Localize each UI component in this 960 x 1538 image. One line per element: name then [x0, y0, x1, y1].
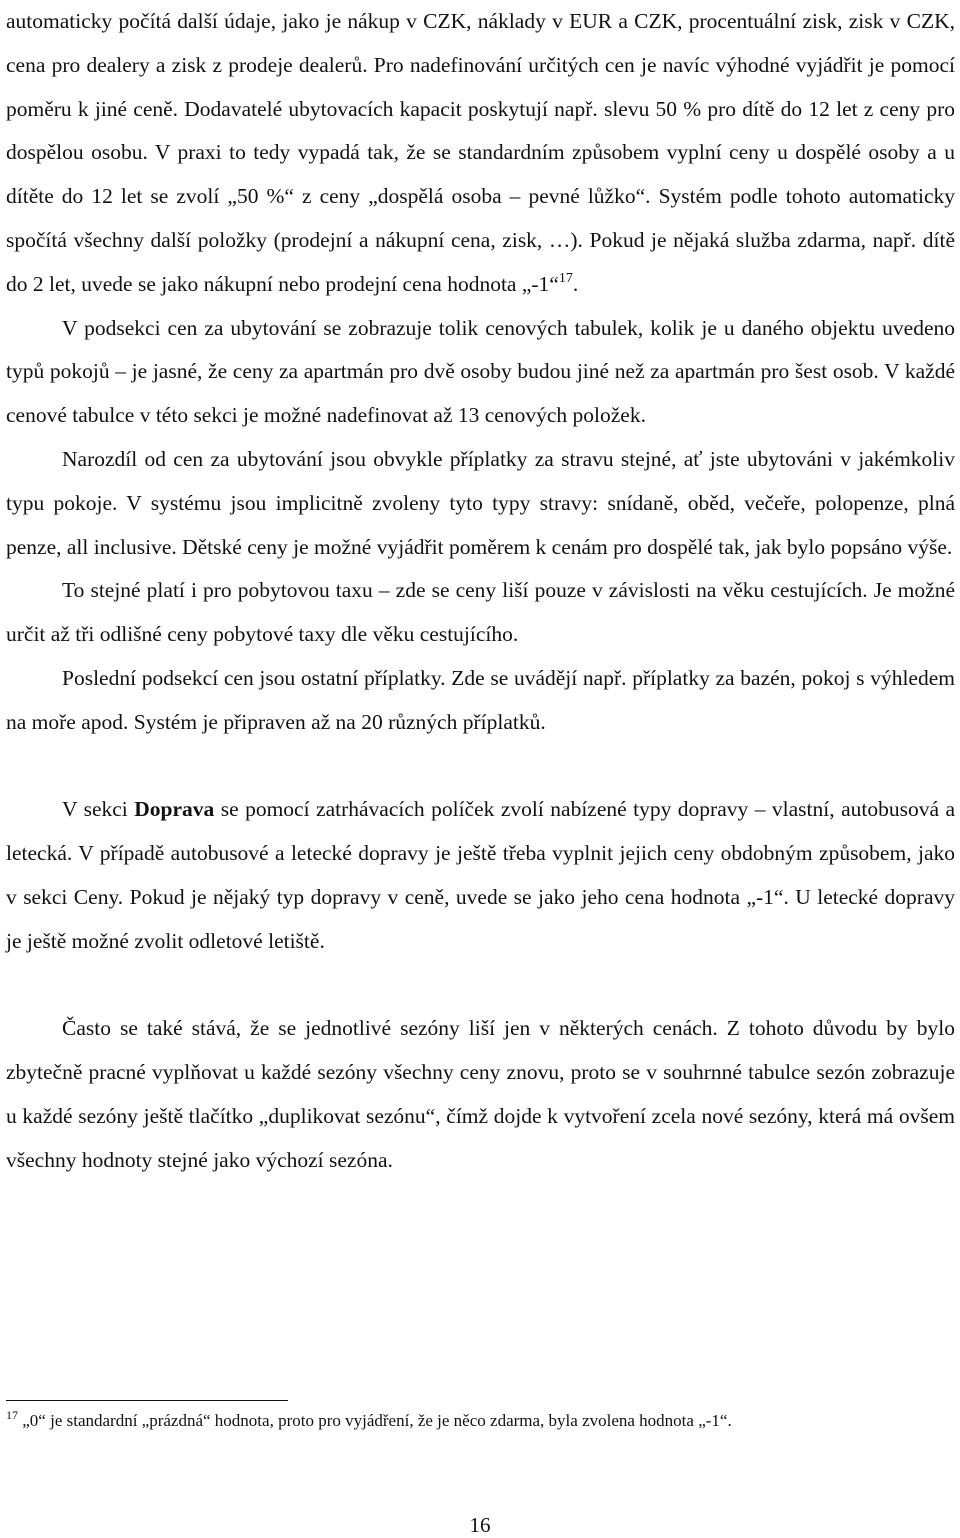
document-body	[6, 0, 955, 1183]
paragraph-other-surcharges: Poslední podsekcí cen jsou ostatní příplatky. Zde se uvádějí např. příplatky za bazén, pokoj s výhledem na moře apod. Systém je připraven až na 20 různých příplatků.	[6, 665, 955, 734]
paragraph-accommodation-prices: V podsekci cen za ubytování se zobrazuje tolik cenových tabulek, kolik je u daného objektu uvedeno typů pokojů – je jasné, že ceny za apartmán pro dvě osoby budou jiné než za apartmán pro šest osob. V každé cenové tabulce v této sekci je možné nadefinovat až 13 cenových položek.	[6, 315, 955, 428]
transport-text: se pomocí zatrhávacích políček zvolí nabízené typy dopravy – vlastní, autobusová a letecká. V případě autobusové a letecké dopravy je ještě třeba vyplnit jejich ceny obdobným způsobem, jako v sekci Ceny. Pokud je nějaký typ dopravy v ceně, uvede se jako jeho cena hodnota „-1“. U letecké dopravy je ještě možné zvolit odletové letiště.	[6, 797, 955, 953]
paragraph-text: automaticky počítá další údaje, jako je nákup v CZK, náklady v EUR a CZK, procentuální zisk, zisk v CZK, cena pro dealery a zisk z prodeje dealerů. Pro nadefinování určitých cen je navíc výhodné vyjádřit je pomocí poměru k jiné ceně. Dodavatelé ubytovacích kapacit poskytují např. slevu 50 % pro dítě do 12 let z ceny pro dospělou osobu. V praxi to tedy vypadá tak, že se standardním způsobem vyplní ceny u dospělé osoby a u dítěte do 12 let se zvolí „50 %“ z ceny „dospělá osoba – pevné lůžko“. Systém podle tohoto automaticky spočítá všechny další položky (prodejní a nákupní cena, zisk, …). Pokud je nějaká služba zdarma, např. dítě do 2 let, uvede se jako nákupní nebo prodejní cena hodnota „-1“	[6, 9, 955, 296]
paragraph-meal-surcharges: Narozdíl od cen za ubytování jsou obvykle příplatky za stravu stejné, ať jste ubytováni v jakémkoliv typu pokoje. V systému jsou implicitně zvoleny tyto typy stravy: snídaně, oběd, večeře, polopenze, plná penze, all inclusive. Dětské ceny je možné vyjádřit poměrem k cenám pro dospělé tak, jak bylo popsáno výše.	[6, 446, 955, 559]
footnote-text: „0“ je standardní „prázdná“ hodnota, proto pro vyjádření, že je něco zdarma, byla zvolena hodnota „-1“.	[18, 1411, 732, 1430]
footnote	[6, 1408, 955, 1434]
paragraph-transport	[6, 788, 955, 963]
paragraph-end: .	[572, 271, 579, 296]
footnote-separator	[6, 1400, 288, 1401]
transport-section-name: Doprava	[134, 797, 215, 822]
page-number: 16	[469, 1513, 491, 1537]
transport-intro: V sekci	[62, 797, 135, 822]
paragraph-duplicate-season: Často se také stává, že se jednotlivé sezóny liší jen v některých cenách. Z tohoto důvodu by bylo zbytečně pracné vyplňovat u každé sezóny všechny ceny znovu, proto se v souhrnné tabulce sezón zobrazuje u každé sezóny ještě tlačítko „duplikovat sezónu“, čímž dojde k vytvoření zcela nové sezóny, která má ovšem všechny hodnoty stejné jako výchozí sezóna.	[6, 1016, 955, 1172]
footnote-number: 17	[6, 1408, 18, 1422]
paragraph-gap	[6, 964, 955, 1008]
footnote-reference: 17	[558, 270, 573, 286]
paragraph-gap	[6, 745, 955, 789]
paragraph-automatic-calculation	[6, 0, 955, 307]
paragraph-tourist-tax: To stejné platí i pro pobytovou taxu – zde se ceny liší pouze v závislosti na věku cestujících. Je možné určit až tři odlišné ceny pobytové taxy dle věku cestujícího.	[6, 578, 955, 647]
